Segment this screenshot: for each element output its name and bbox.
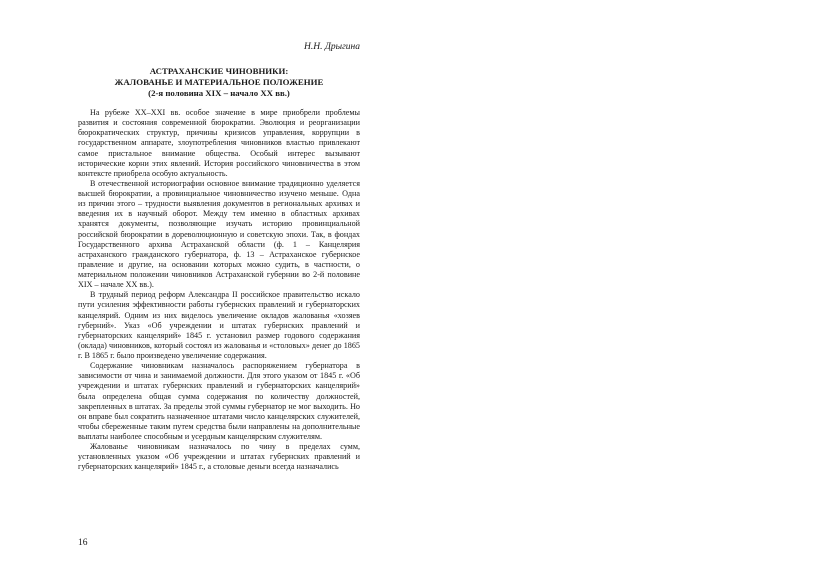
paragraph-5: Жалованье чиновникам назначалось по чину в пределах сумм, установленных указом «Об учреждении и штатах губернских правлений и губернаторских канцелярий» 1845 г., а столовые деньги всегда назначались	[78, 442, 360, 472]
paragraph-1: На рубеже XX–XXI вв. особое значение в мире приобрели проблемы развития и состояния современной бюрократии. Эволюция и реорганизации бюрократических структур, причины кризисов управления, коррупции в государственном аппарате, злоупотребления чиновников властью привлекают самое пристальное внимание общества. Особый интерес вызывают исторические корни этих явлений. История российского чиновничества в этом контексте приобрела особую актуальность.	[78, 108, 360, 178]
article-title	[78, 66, 360, 99]
paragraph-3: В трудный период реформ Александра II российское правительство искало пути усиления эффективности работы губернских правлений и губернаторских канцелярий. Одним из них виделось увеличение окладов жалованья «хозяев губерний». Указ «Об учреждении и штатах губернских правлений и губернаторских канцелярий» 1845 г. установил размер годового содержания (оклада) чиновников, который состоял из жалованья и «столовых» денег до 1865 г. В 1865 г. было произведено увеличение содержания.	[78, 290, 360, 360]
paragraph-4: Содержание чиновникам назначалось распоряжением губернатора в зависимости от чина и занимаемой должности. Для этого указом от 1845 г. «Об учреждении и штатах губернских правлений и губернаторских канцелярий» была определена общая сумма содержания по количеству должностей, закрепленных в штатах. За пределы этой суммы губернатор не мог выходить. Но он вправе был сократить назначенное штатами число канцелярских служителей, чтобы сбереженные таким путем средства были направлены на дополнительные выплаты наиболее способным и усердным канцелярским служителям.	[78, 361, 360, 441]
page-number: 16	[78, 538, 88, 548]
title-subtitle: (2-я половина XIX – начало XX вв.)	[148, 88, 290, 98]
article-body	[78, 108, 360, 473]
title-line-1: АСТРАХАНСКИЕ ЧИНОВНИКИ:	[149, 66, 289, 76]
author-name: Н.Н. Дрыгина	[304, 42, 360, 52]
paragraph-2: В отечественной историографии основное внимание традиционно уделяется высшей бюрократии, а провинциальное чиновничество изучено меньше. Одна из причин этого – трудности выявления документов в региональных архивах и введения их в научный оборот. Между тем именно в областных архивах хранятся документы, позволяющие изучать историю провинциальной российской бюрократии в дореволюционную и советскую эпохи. Так, в фондах Государственного архива Астраханской области (ф. 1 – Канцелярия астраханского гражданского губернатора, ф. 13 – Астраханское губернское правление и другие, на основании которых можно судить, в частности, о материальном положении чиновников Астраханской губернии во 2-й половине XIX – начале XX вв.).	[78, 178, 360, 290]
title-line-2: ЖАЛОВАНЬЕ И МАТЕРИАЛЬНОЕ ПОЛОЖЕНИЕ	[114, 77, 324, 87]
